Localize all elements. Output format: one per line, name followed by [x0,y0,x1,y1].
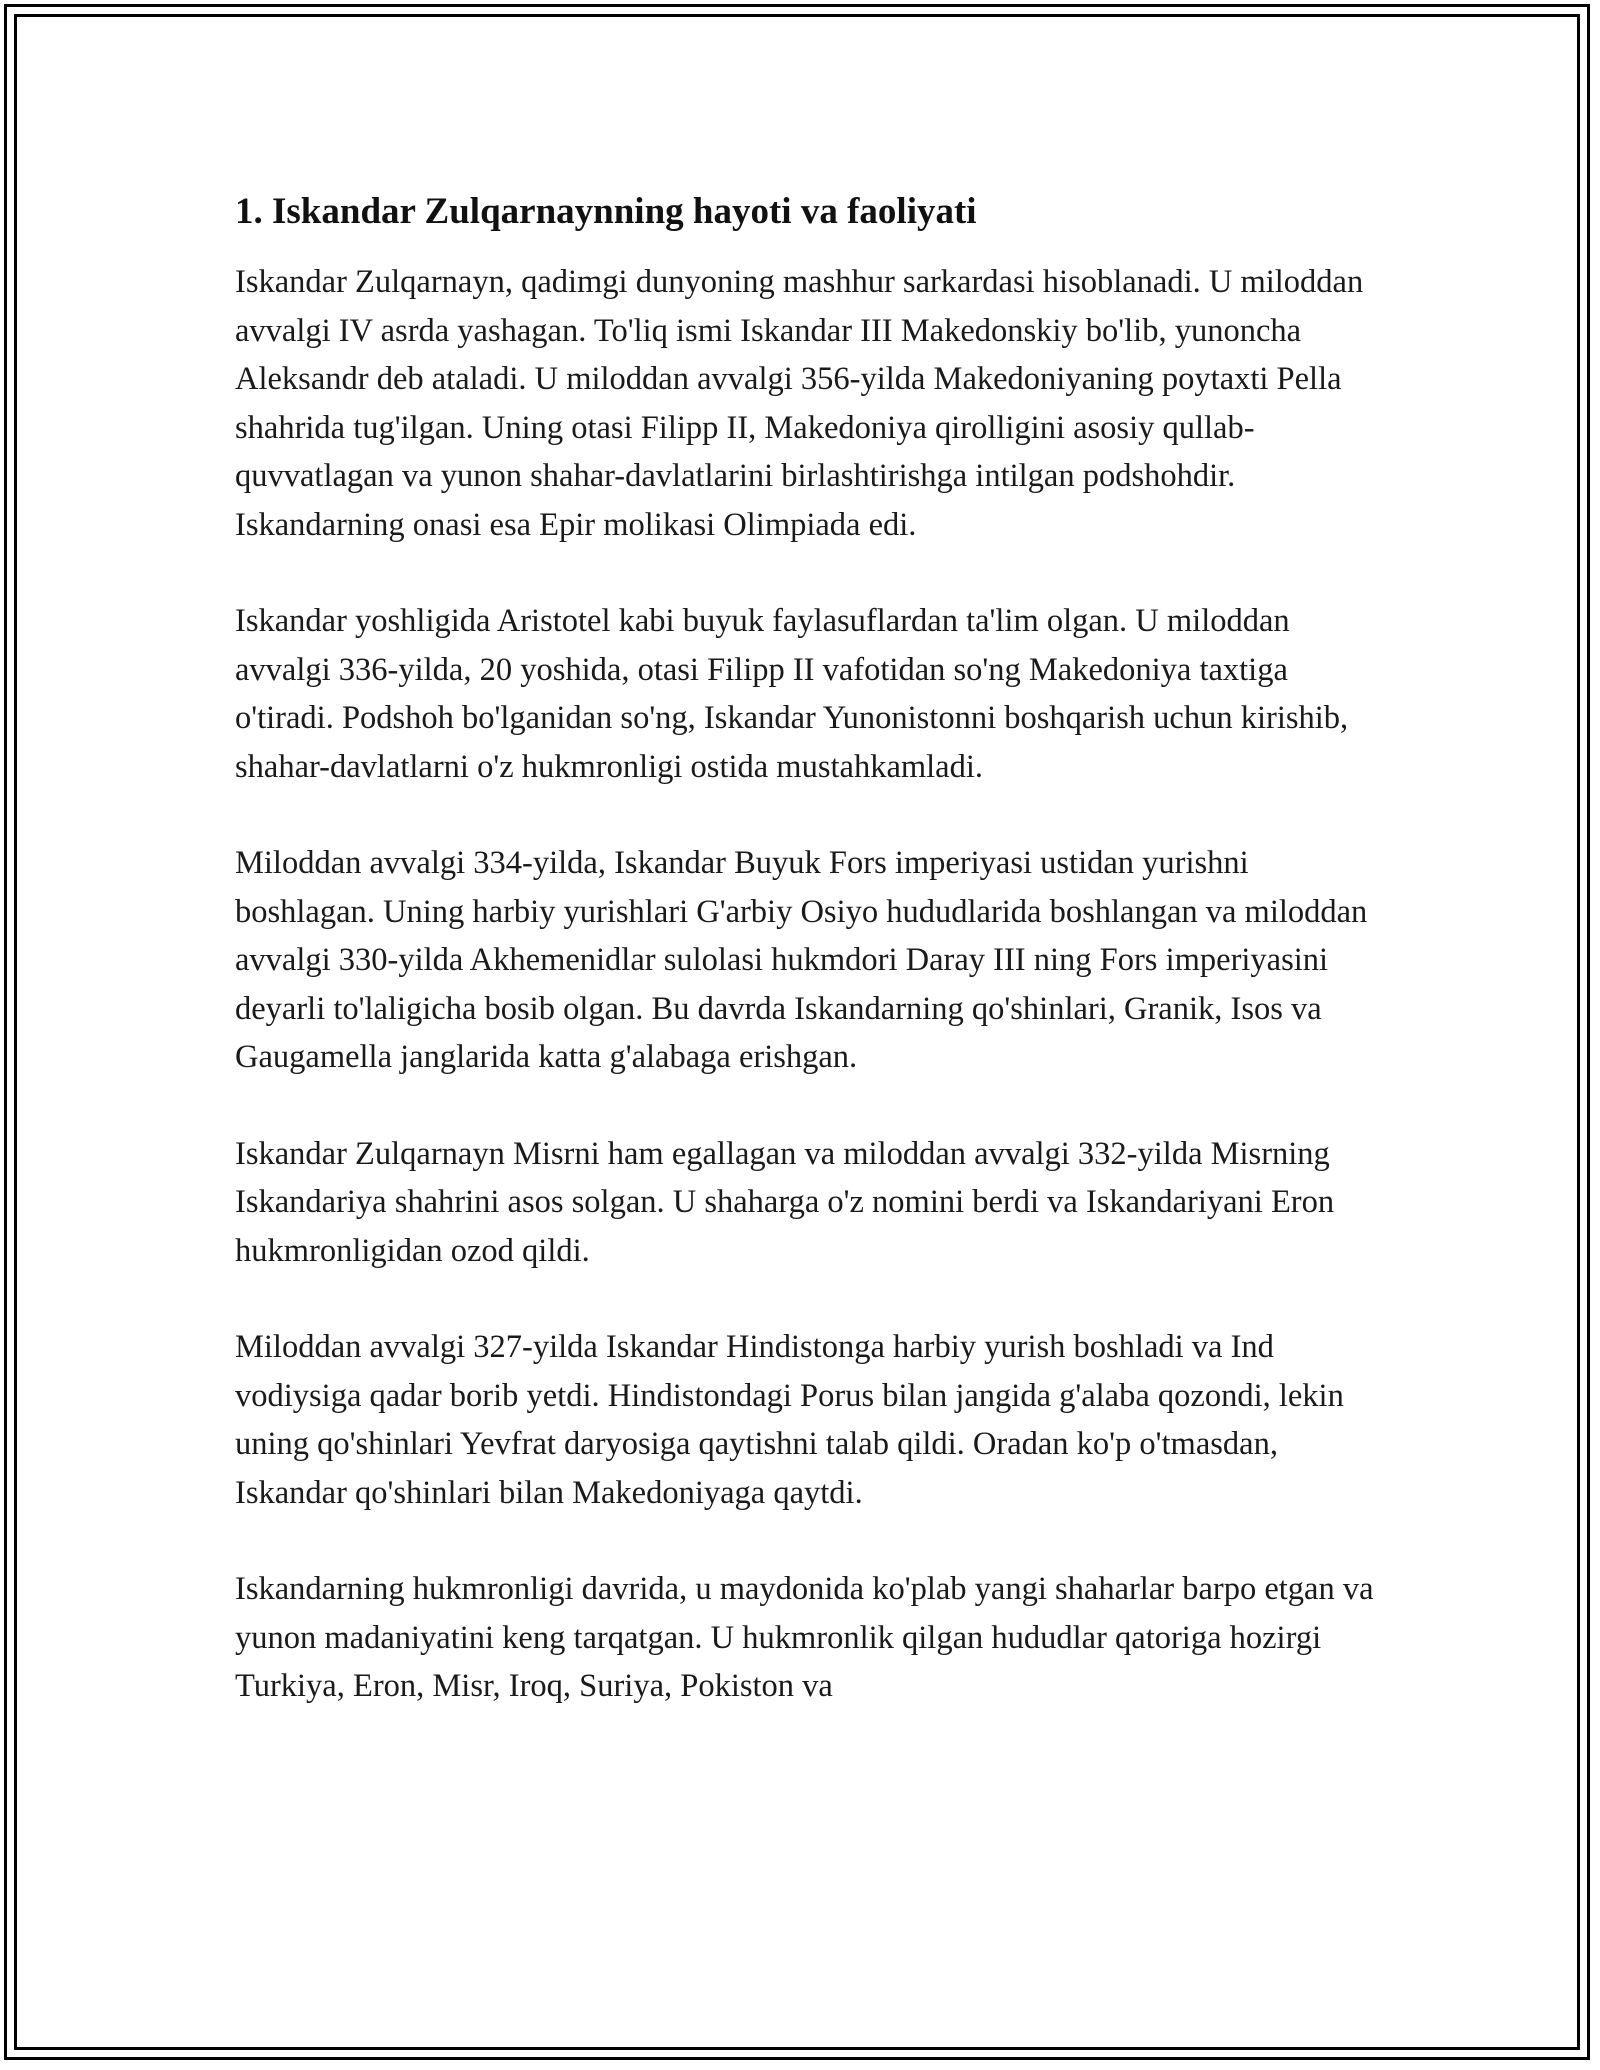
paragraph-4: Iskandar Zulqarnayn Misrni ham egallagan va miloddan avvalgi 332-yilda Misrning Iskandariya shahrini asos solgan. U shaharga o'z nomini berdi va Iskandariyani Eron hukmronligidan ozod qildi. [235,1135,1335,1269]
document-body [235,186,1380,1759]
paragraph-1: Iskandar Zulqarnayn, qadimgi dunyoning mashhur sarkardasi hisoblanadi. U miloddan avvalgi IV asrda yashagan. To'liq ismi Iskandar III Makedonskiy bo'lib, yunoncha Aleksandr deb ataladi. U miloddan avvalgi 356-yilda Makedoniyaning poytaxti Pella shahrida tug'ilgan. Uning otasi Filipp II, Makedoniya qirolligini asosiy qullab-quvvatlagan va yunon shahar-davlatlarini birlashtirishga intilgan podshohdir. Iskandarning onasi esa Epir molikasi Olimpiada edi. [235,264,1364,543]
section-heading: 1. Iskandar Zulqarnaynning hayoti va faoliyati [235,191,977,232]
paragraph-5: Miloddan avvalgi 327-yilda Iskandar Hindistonga harbiy yurish boshladi va Ind vodiysiga qadar borib yetdi. Hindistondagi Porus bilan jangida g'alaba qozondi, lekin uning qo'shinlari Yevfrat daryosiga qaytishni talab qildi. Oradan ko'p o'tmasdan, Iskandar qo'shinlari bilan Makedoniyaga qaytdi. [235,1329,1344,1511]
paragraph-2: Iskandar yoshligida Aristotel kabi buyuk faylasuflardan ta'lim olgan. U miloddan avvalgi 336-yilda, 20 yoshida, otasi Filipp II vafotidan so'ng Makedoniya taxtiga o'tiradi. Podshoh bo'lganidan so'ng, Iskandar Yunonistonni boshqarish uchun kirishib, shahar-davlatlarni o'z hukmronligi ostida mustahkamladi. [235,603,1349,785]
paragraph-3: Miloddan avvalgi 334-yilda, Iskandar Buyuk Fors imperiyasi ustidan yurishni boshlagan. Uning harbiy yurishlari G'arbiy Osiyo hududlarida boshlangan va miloddan avvalgi 330-yilda Akhemenidlar sulolasi hukmdori Daray III ning Fors imperiyasini deyarli to'laligicha bosib olgan. Bu davrda Iskandarning qo'shinlari, Granik, Isos va Gaugamella janglarida katta g'alabaga erishgan. [235,845,1368,1075]
paragraph-6: Iskandarning hukmronligi davrida, u maydonida ko'plab yangi shaharlar barpo etgan va yunon madaniyatini keng tarqatgan. U hukmronlik qilgan hududlar qatoriga hozirgi Turkiya, Eron, Misr, Iroq, Suriya, Pokiston va [235,1571,1374,1704]
